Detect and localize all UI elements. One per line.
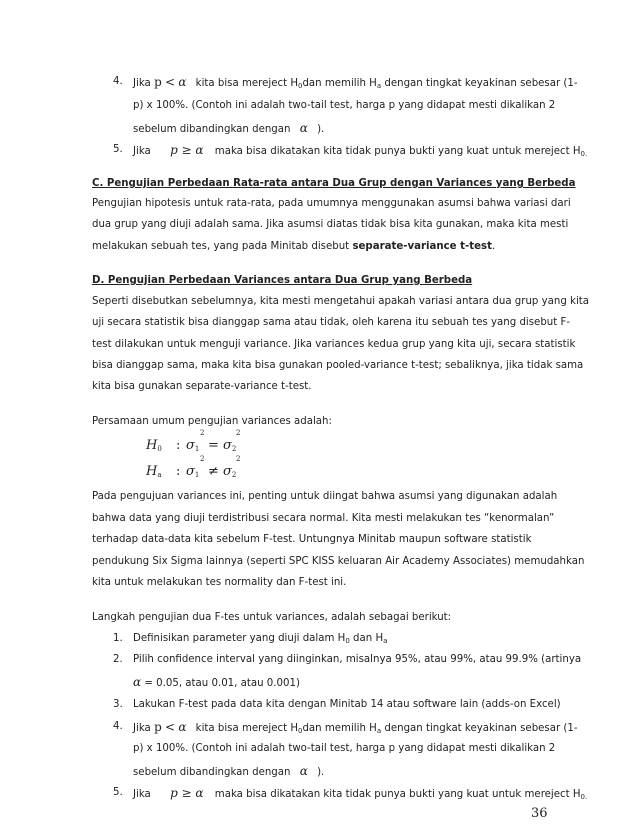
paragraph-line: bahwa data yang diuji terdistribusi secara normal. Kita mesti melakukan tes “kenormalan” bbox=[92, 513, 555, 524]
step-3: Lakukan F-test pada data kita dengan Minitab 14 atau software lain (adds-on Excel) bbox=[133, 699, 561, 710]
list-number: 5. bbox=[113, 144, 123, 155]
paragraph-line: kita untuk melakukan tes normality dan F-test ini. bbox=[92, 577, 347, 588]
symbol-p: p bbox=[154, 720, 162, 734]
paragraph-line: terhadap data-data kita sebelum F-test. Untungnya Minitab maupun software statistik bbox=[92, 534, 532, 545]
symbol-alpha: α bbox=[299, 764, 308, 778]
section-d-line: kita bisa gunakan separate-variance t-test. bbox=[92, 381, 312, 392]
page-number: 36 bbox=[531, 806, 548, 821]
section-d-line: uji secara statistik bisa dianggap sama atau tidak, oleh karena itu sebuah tes yang disebut F- bbox=[92, 317, 571, 328]
paragraph-line: Pada pengujuan variances ini, penting untuk diingat bahwa asumsi yang digunakan adalah bbox=[92, 491, 558, 502]
list-number: 4. bbox=[113, 76, 123, 87]
section-c-line: dua grup yang diuji adalah sama. Jika asumsi diatas tidak bisa kita gunakan, maka kita mesti bbox=[92, 219, 569, 230]
symbol-alpha: α bbox=[178, 75, 187, 89]
symbol-alpha: α bbox=[133, 675, 142, 689]
symbol-less-than: < bbox=[165, 75, 176, 89]
symbol-alpha: α bbox=[299, 121, 308, 135]
step-2-line1: Pilih confidence interval yang diinginkan, misalnya 95%, atau 99%, atau 99.9% (artinya bbox=[133, 654, 582, 665]
list-number: 1. bbox=[113, 633, 123, 644]
symbol-less-than: < bbox=[165, 720, 176, 734]
list-number: 2. bbox=[113, 654, 123, 665]
step-5: Jika p ≥ α maka bisa dikatakan kita tidak punya bukti yang kuat untuk mereject $H_{0.}$ bbox=[133, 786, 588, 801]
step-4-line3: sebelum dibandingkan dengan α ). bbox=[133, 764, 325, 778]
list-item-4-line2: p) x 100%. (Contoh ini adalah two-tail test, harga p yang didapat mesti dikalikan 2 bbox=[133, 100, 556, 111]
list-number: 5. bbox=[113, 787, 123, 798]
section-c-line: melakukan sebuah tes, yang pada Minitab disebut separate-variance t-test. bbox=[92, 241, 496, 252]
section-d-line: Seperti disebutkan sebelumnya, kita mesti mengetahui apakah variasi antara dua grup yang kita bbox=[92, 296, 590, 307]
step-4-line2: p) x 100%. (Contoh ini adalah two-tail test, harga p yang didapat mesti dikalikan 2 bbox=[133, 743, 556, 754]
symbol-p: p bbox=[154, 75, 162, 89]
list-number: 4. bbox=[113, 721, 123, 732]
step-1: Definisikan parameter yang diuji dalam $H_0$ dan $H_a$ bbox=[133, 633, 388, 645]
steps-intro: Langkah pengujian dua F-tes untuk variances, adalah sebagai berikut: bbox=[92, 612, 452, 623]
step-4-line1: Jika p < α kita bisa mereject $H_0dan$ memilih $H_a$ dengan tingkat keyakinan sebesar (1- bbox=[133, 720, 578, 735]
list-number: 3. bbox=[113, 699, 123, 710]
list-item-4-line1: Jika p < α kita bisa mereject $H_0dan$ memilih $H_a$ dengan tingkat keyakinan sebesar (1- bbox=[133, 75, 578, 90]
symbol-p-gte-alpha: p ≥ α bbox=[170, 143, 204, 157]
section-d-line: test dilakukan untuk menguji variance. Jika variances kedua grup yang kita uji, secara statistik bbox=[92, 339, 576, 350]
bold-term: separate-variance t-test bbox=[352, 241, 492, 252]
section-c-heading: C. Pengujian Perbedaan Rata-rata antara Dua Grup dengan Variances yang Berbeda bbox=[92, 178, 576, 189]
list-item-5: Jika p ≥ α maka bisa dikatakan kita tidak punya bukti yang kuat untuk mereject $H_{0.}$ bbox=[133, 143, 588, 158]
symbol-alpha: α bbox=[178, 720, 187, 734]
step-2-line2: α = 0.05, atau 0.01, atau 0.001) bbox=[133, 675, 300, 689]
section-d-line: bisa dianggap sama, maka kita bisa gunakan pooled-variance t-test; sebaliknya, jika tidak sama bbox=[92, 360, 584, 371]
list-item-4-line3: sebelum dibandingkan dengan α ). bbox=[133, 121, 325, 135]
section-c-line: Pengujian hipotesis untuk rata-rata, pada umumnya menggunakan asumsi bahwa variasi dari bbox=[92, 198, 571, 209]
symbol-p-gte-alpha: p ≥ α bbox=[170, 786, 204, 800]
equation-intro: Persamaan umum pengujian variances adalah: bbox=[92, 416, 332, 427]
section-d-heading: D. Pengujian Perbedaan Variances antara Dua Grup yang Berbeda bbox=[92, 275, 473, 286]
paragraph-line: pendukung Six Sigma lainnya (seperti SPC KISS keluaran Air Academy Associates) memudahkan bbox=[92, 556, 585, 567]
